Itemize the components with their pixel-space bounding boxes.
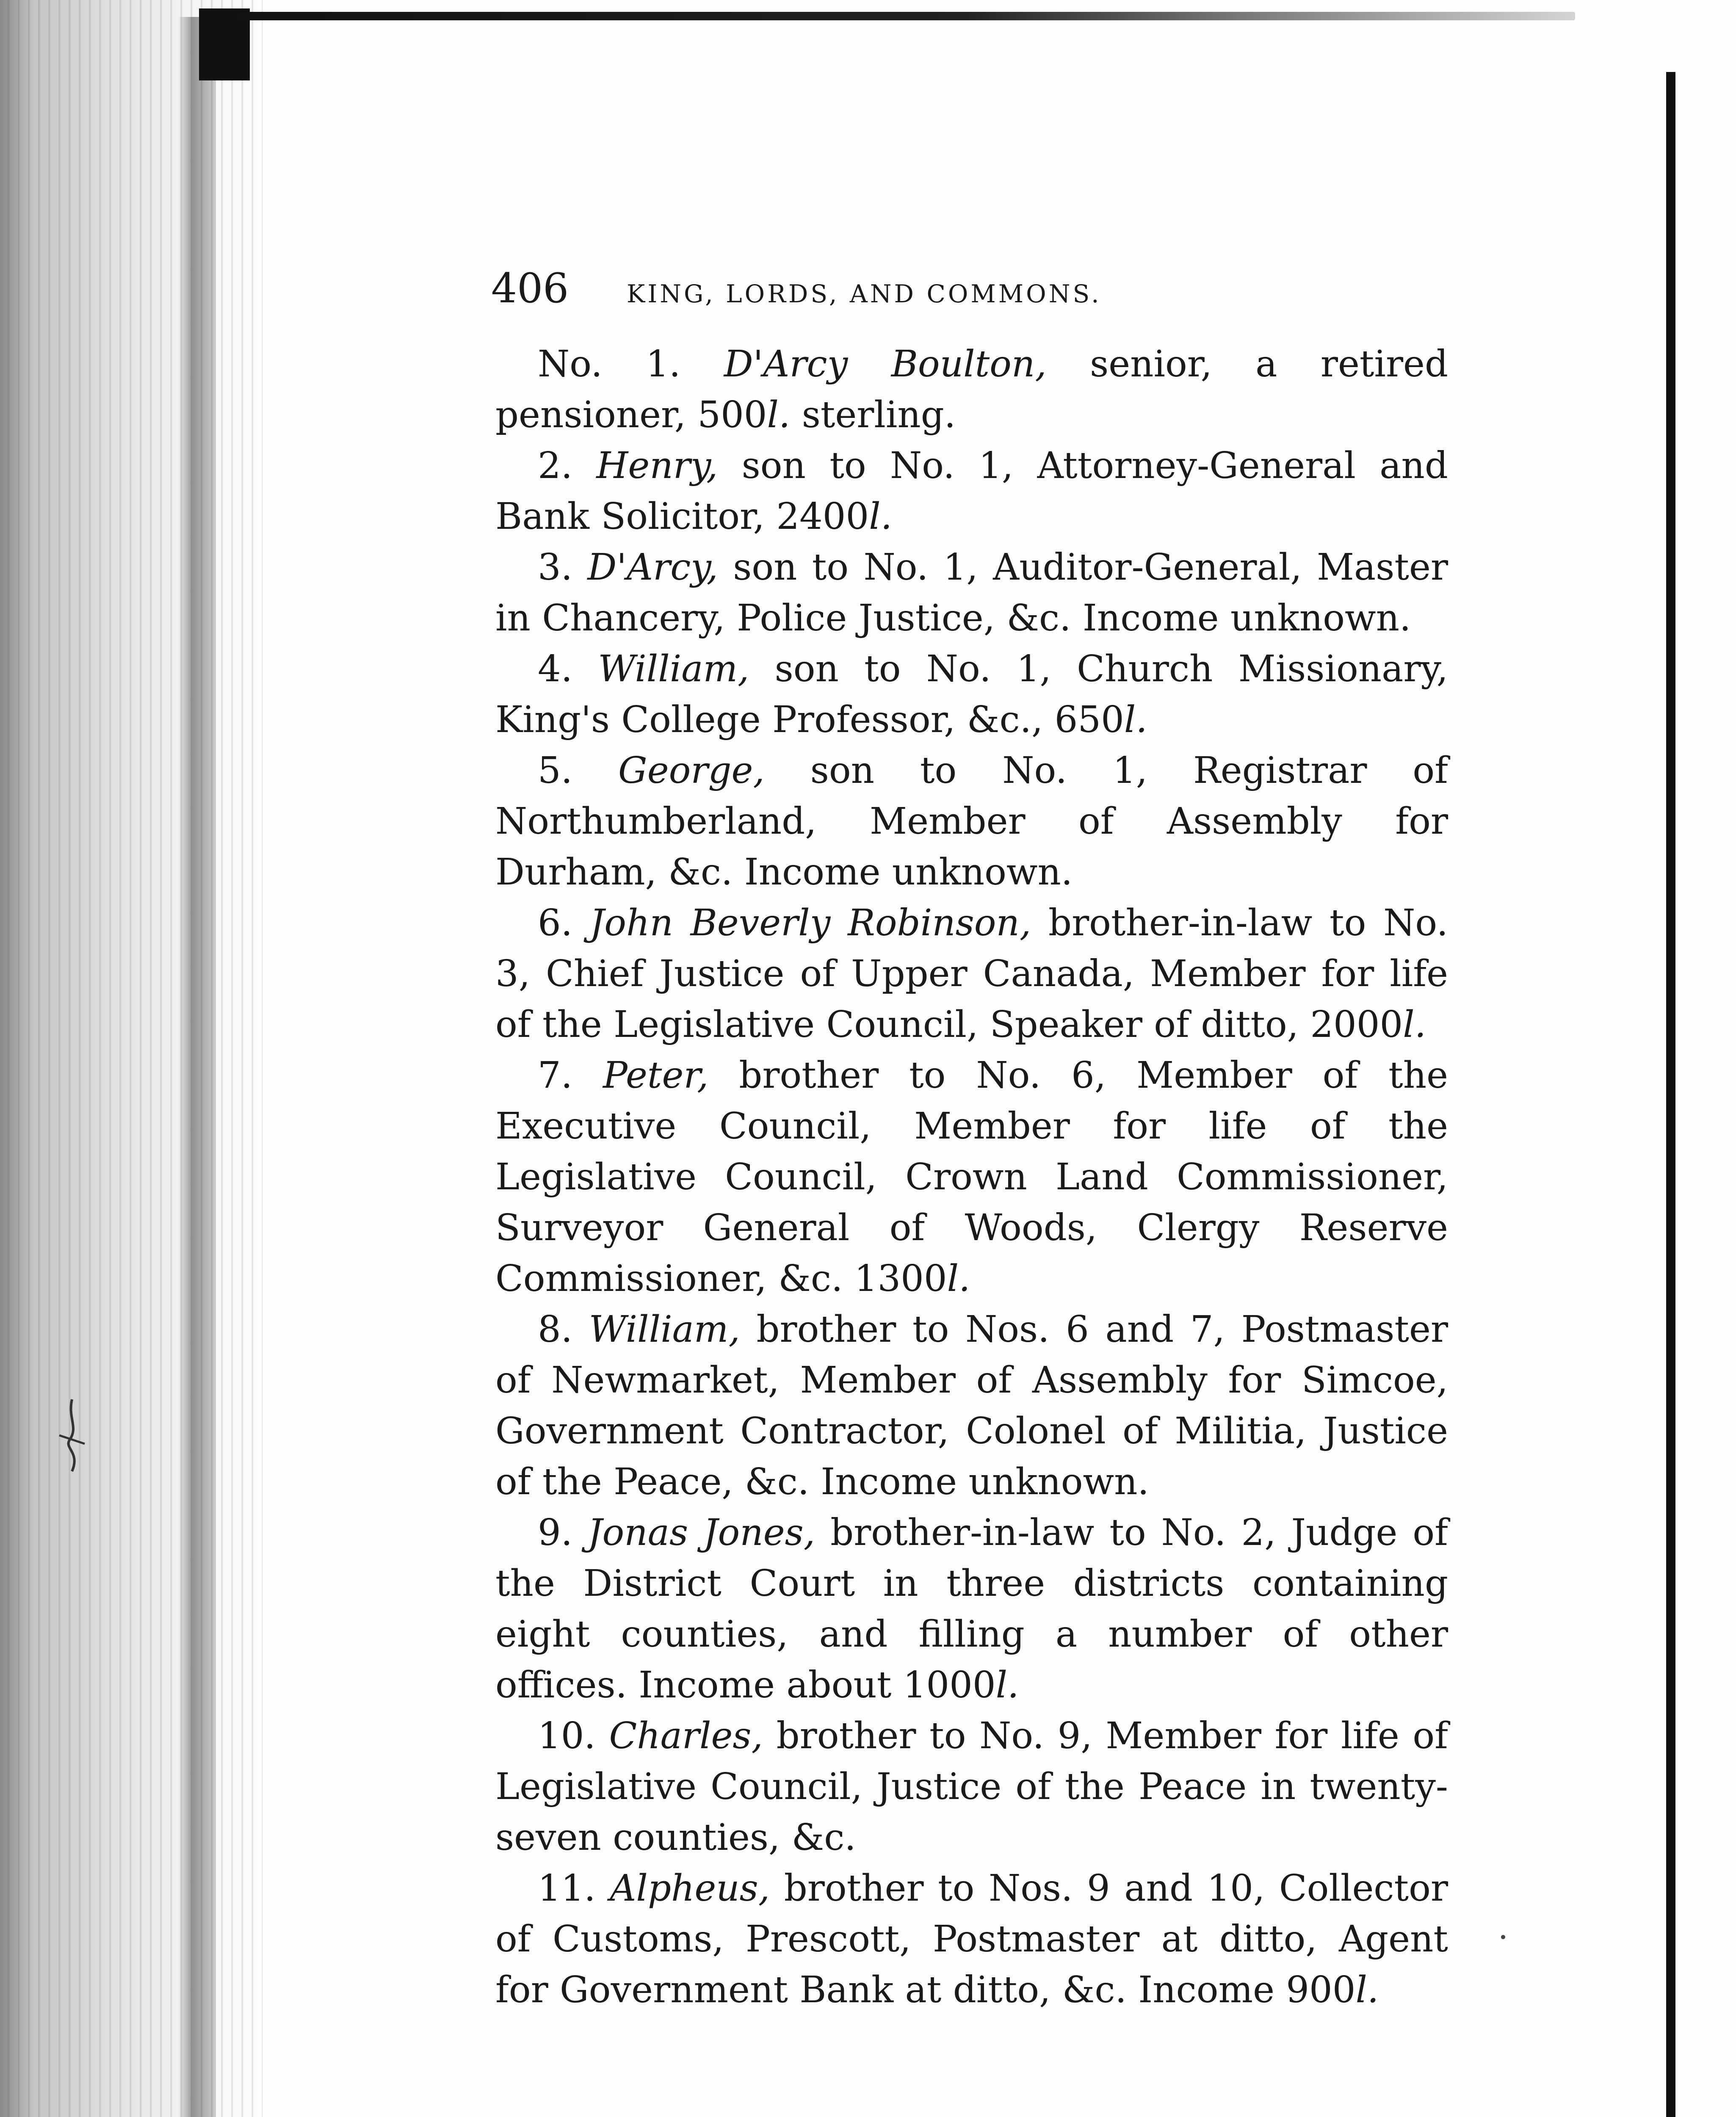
entry-name: D'Arcy Boulton, <box>724 343 1047 385</box>
entry <box>495 339 1448 440</box>
entry-text: son to No. 1, Registrar of Northumberland, Member of Assembly for Durham, &c. Income unknown. <box>495 749 1448 893</box>
page-top-edge <box>220 12 1575 20</box>
running-head: KING, LORDS, AND COMMONS. <box>627 279 1102 308</box>
binding-gutter-line <box>178 17 216 2117</box>
entry-name: George, <box>618 749 765 792</box>
entry <box>495 745 1448 898</box>
entry-text: brother to No. 9, Member for life of Legislative Council, Justice of the Peace in twenty-seven counties, &c. <box>495 1715 1448 1859</box>
entry-unit: l. <box>1355 1969 1379 2011</box>
entry-unit: l. <box>1124 699 1147 741</box>
entry-text: brother-in-law to No. 2, Judge of the District Court in three districts containing eight counties, and filling a number of other offices. Income about 1000 <box>495 1512 1448 1706</box>
entry <box>495 1507 1448 1711</box>
entry-number: No. 1. <box>538 343 681 385</box>
entry-number: 3. <box>538 546 573 589</box>
binding-gutter-shadow <box>0 0 263 2117</box>
entry-name: John Beverly Robinson, <box>589 902 1031 944</box>
entry-name: Alpheus, <box>610 1867 770 1910</box>
entry-number: 7. <box>538 1054 573 1097</box>
entry-text-tail: sterling. <box>790 394 956 436</box>
entry-number: 2. <box>538 445 573 487</box>
entry-name: Henry, <box>596 445 718 487</box>
entry-text: son to No. 1, Attorney-General and Bank Solicitor, 2400 <box>495 445 1448 538</box>
margin-pen-mark <box>55 1397 89 1473</box>
entry-number: 8. <box>538 1308 573 1351</box>
entry-unit: l. <box>767 394 791 436</box>
entry <box>495 1863 1448 2015</box>
entry <box>495 1304 1448 1507</box>
entry-text: brother to Nos. 6 and 7, Postmaster of Newmarket, Member of Assembly for Simcoe, Government Contractor, Colonel of Militia, Justice of the Peace, &c. Income unknown. <box>495 1308 1448 1503</box>
entry <box>495 440 1448 542</box>
entry-name: D'Arcy, <box>587 546 718 589</box>
entry <box>495 898 1448 1050</box>
entry-text: son to No. 1, Church Missionary, King's College Professor, &c., 650 <box>495 648 1448 741</box>
page-number: 406 <box>491 265 569 312</box>
entry-name: William, <box>589 1308 740 1351</box>
entry-number: 4. <box>538 648 573 690</box>
entry-unit: l. <box>995 1664 1019 1706</box>
text-block <box>495 339 1448 2015</box>
entry-text: brother-in-law to No. 3, Chief Justice of Upper Canada, Member for life of the Legislative Council, Speaker of ditto, 2000 <box>495 902 1449 1046</box>
entry-number: 11. <box>538 1867 596 1910</box>
entry-name: Peter, <box>603 1054 709 1097</box>
entry-number: 9. <box>538 1512 573 1554</box>
entry-text: senior, a retired pensioner, 500 <box>495 343 1448 436</box>
entry <box>495 1711 1448 1863</box>
entry-name: Jonas Jones, <box>588 1512 815 1554</box>
entry <box>495 1050 1448 1304</box>
entry-text: son to No. 1, Auditor-General, Master in Chancery, Police Justice, &c. Income unknown. <box>495 546 1448 639</box>
entry-name: Charles, <box>609 1715 763 1757</box>
entry-unit: l. <box>869 495 893 538</box>
page-right-edge <box>1666 72 1675 2117</box>
entry-name: William, <box>598 648 749 690</box>
entry-number: 6. <box>538 902 573 944</box>
margin-speck <box>1501 1935 1505 1939</box>
entry-unit: l. <box>947 1257 970 1300</box>
entry-unit: l. <box>1403 1003 1426 1046</box>
entry-number: 10. <box>538 1715 596 1757</box>
page-header <box>491 265 1296 315</box>
entry <box>495 644 1448 745</box>
entry <box>495 542 1448 644</box>
entry-text: brother to Nos. 9 and 10, Collector of Customs, Prescott, Postmaster at ditto, Agent for Government Bank at ditto, &c. Income 900 <box>495 1867 1448 2011</box>
entry-number: 5. <box>538 749 573 792</box>
entry-text: brother to No. 6, Member of the Executive Council, Member for life of the Legislative Council, Crown Land Commissioner, Surveyor General of Woods, Clergy Reserve Commissioner, &c. 1300 <box>495 1054 1448 1300</box>
